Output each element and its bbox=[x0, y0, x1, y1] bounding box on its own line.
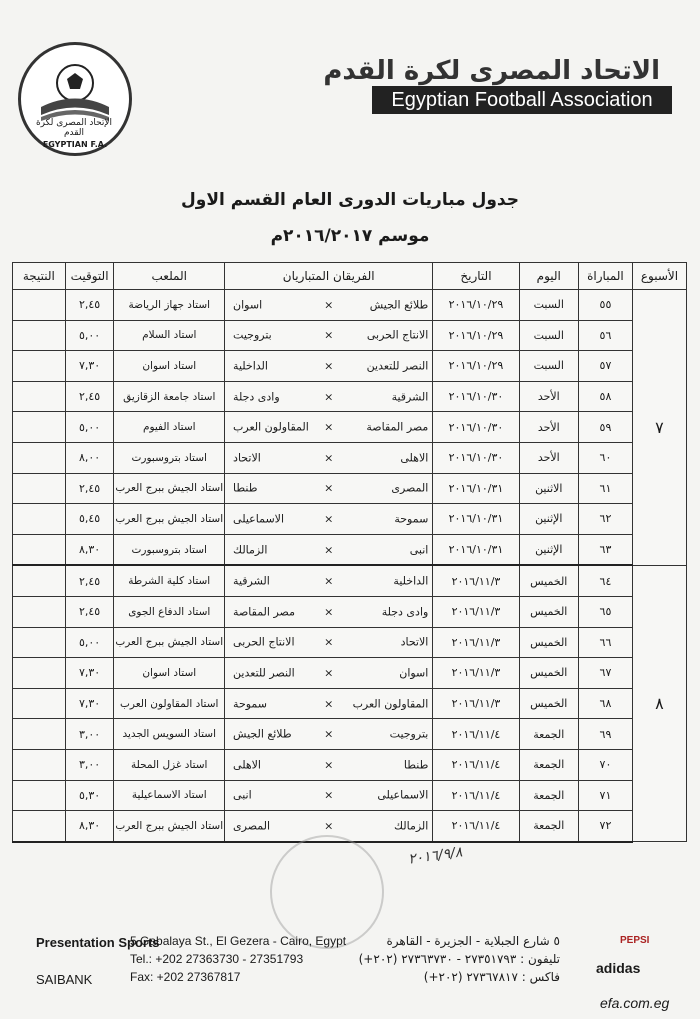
table-row bbox=[13, 412, 687, 443]
match-teams bbox=[225, 290, 433, 321]
away-team: طنطا bbox=[233, 481, 258, 495]
match-teams bbox=[225, 658, 433, 689]
match-day: السبت bbox=[519, 351, 578, 382]
away-team: الاسماعيلى bbox=[233, 512, 284, 526]
home-team: الاهلى bbox=[400, 451, 429, 465]
home-team: انبى bbox=[409, 543, 429, 557]
match-result bbox=[13, 596, 66, 627]
match-time: ٥,٠٠ bbox=[65, 320, 114, 351]
home-team: بتروجيت bbox=[389, 727, 429, 741]
versus-sign: × bbox=[324, 605, 334, 619]
match-stadium: استاد جهاز الرياضة bbox=[114, 290, 225, 321]
table-row bbox=[13, 504, 687, 535]
match-stadium: استاد اسوان bbox=[114, 658, 225, 689]
handwritten-note: ٢٠١٦/٩/٨ bbox=[407, 844, 464, 868]
match-day: الخميس bbox=[519, 627, 578, 658]
match-stadium: استاد جامعة الزقازيق bbox=[114, 381, 225, 412]
org-name-ar: الاتحاد المصرى لكرة القدم bbox=[323, 56, 660, 86]
table-row bbox=[13, 749, 687, 780]
versus-sign: × bbox=[324, 298, 334, 312]
table-row bbox=[13, 596, 687, 627]
match-result bbox=[13, 320, 66, 351]
match-date: ٢٠١٦/١٠/٣٠ bbox=[433, 381, 519, 412]
match-day: الجمعة bbox=[519, 780, 578, 811]
match-date: ٢٠١٦/١١/٣ bbox=[433, 565, 519, 596]
versus-sign: × bbox=[324, 390, 334, 404]
col-day: اليوم bbox=[519, 263, 578, 290]
match-time: ٥,٤٥ bbox=[65, 504, 114, 535]
match-number: ٦٨ bbox=[578, 688, 632, 719]
table-row bbox=[13, 719, 687, 750]
match-stadium: استاد الاسماعيلية bbox=[114, 780, 225, 811]
versus-sign: × bbox=[324, 420, 334, 434]
table-row bbox=[13, 381, 687, 412]
match-result bbox=[13, 811, 66, 842]
versus-sign: × bbox=[324, 359, 334, 373]
match-number: ٧٢ bbox=[578, 811, 632, 842]
match-number: ٦٧ bbox=[578, 658, 632, 689]
match-teams bbox=[225, 565, 433, 596]
match-teams bbox=[225, 596, 433, 627]
match-day: الاثنين bbox=[519, 473, 578, 504]
week-number: ٧ bbox=[632, 290, 686, 566]
address-en: 5 Gabalaya St., El Gezera - Cairo, Egypt bbox=[130, 934, 347, 948]
official-stamp bbox=[270, 835, 384, 949]
match-date: ٢٠١٦/١٠/٢٩ bbox=[433, 320, 519, 351]
match-number: ٦٩ bbox=[578, 719, 632, 750]
match-result bbox=[13, 351, 66, 382]
versus-sign: × bbox=[324, 328, 334, 342]
away-team: المصرى bbox=[233, 819, 271, 833]
match-time: ٢,٤٥ bbox=[65, 565, 114, 596]
col-teams: الفريقان المتباريان bbox=[225, 263, 433, 290]
table-row bbox=[13, 290, 687, 321]
match-teams bbox=[225, 351, 433, 382]
match-day: الأحد bbox=[519, 442, 578, 473]
match-date: ٢٠١٦/١٠/٣١ bbox=[433, 473, 519, 504]
match-number: ٧٠ bbox=[578, 749, 632, 780]
match-stadium: استاد الجيش ببرج العرب bbox=[114, 627, 225, 658]
table-row bbox=[13, 320, 687, 351]
match-number: ٦٢ bbox=[578, 504, 632, 535]
org-name-en: Egyptian Football Association bbox=[372, 86, 672, 114]
versus-sign: × bbox=[324, 697, 334, 711]
match-time: ٥,٠٠ bbox=[65, 412, 114, 443]
versus-sign: × bbox=[324, 574, 334, 588]
match-number: ٦٤ bbox=[578, 565, 632, 596]
versus-sign: × bbox=[324, 727, 334, 741]
match-teams bbox=[225, 749, 433, 780]
col-result: النتيجة bbox=[13, 263, 66, 290]
match-stadium: استاد الجيش ببرج العرب bbox=[114, 473, 225, 504]
away-team: الزمالك bbox=[233, 543, 268, 557]
match-number: ٦٠ bbox=[578, 442, 632, 473]
sponsor-presentation: Presentation Sports bbox=[36, 935, 160, 950]
home-team: مصر المقاصة bbox=[366, 420, 429, 434]
col-time: التوقيت bbox=[65, 263, 114, 290]
match-number: ٥٥ bbox=[578, 290, 632, 321]
page-subtitle: موسم ٢٠١٦/٢٠١٧م bbox=[270, 226, 430, 246]
match-number: ٦٦ bbox=[578, 627, 632, 658]
schedule-table bbox=[12, 262, 687, 843]
match-time: ٥,٣٠ bbox=[65, 780, 114, 811]
away-team: الانتاج الحربى bbox=[233, 635, 295, 649]
match-stadium: استاد بتروسبورت bbox=[114, 534, 225, 565]
match-stadium: استاد السويس الجديد bbox=[114, 719, 225, 750]
address-ar: ٥ شارع الجبلاية - الجزيرة - القاهرة bbox=[386, 934, 560, 948]
versus-sign: × bbox=[324, 666, 334, 680]
match-day: الجمعة bbox=[519, 719, 578, 750]
away-team: النصر للتعدين bbox=[233, 666, 295, 680]
match-day: الخميس bbox=[519, 688, 578, 719]
match-result bbox=[13, 688, 66, 719]
match-day: الإثنين bbox=[519, 534, 578, 565]
away-team: بتروجيت bbox=[233, 328, 272, 342]
match-day: الإثنين bbox=[519, 504, 578, 535]
home-team: سموحة bbox=[394, 512, 429, 526]
match-number: ٥٩ bbox=[578, 412, 632, 443]
match-number: ٦٥ bbox=[578, 596, 632, 627]
match-result bbox=[13, 412, 66, 443]
versus-sign: × bbox=[324, 451, 334, 465]
col-stadium: الملعب bbox=[114, 263, 225, 290]
match-date: ٢٠١٦/١١/٤ bbox=[433, 719, 519, 750]
efa-logo bbox=[18, 42, 132, 156]
home-team: الاتحاد bbox=[400, 635, 429, 649]
match-time: ٥,٠٠ bbox=[65, 627, 114, 658]
col-date: التاريخ bbox=[433, 263, 519, 290]
table-row bbox=[13, 351, 687, 382]
match-result bbox=[13, 504, 66, 535]
match-day: الجمعة bbox=[519, 749, 578, 780]
sponsor-pepsi: PEPSI bbox=[620, 935, 650, 946]
away-team: المقاولون العرب bbox=[233, 420, 309, 434]
match-stadium: استاد اسوان bbox=[114, 351, 225, 382]
match-date: ٢٠١٦/١١/٣ bbox=[433, 688, 519, 719]
match-stadium: استاد كلية الشرطة bbox=[114, 565, 225, 596]
website-link[interactable]: efa.com.eg bbox=[600, 995, 670, 1011]
match-date: ٢٠١٦/١١/٤ bbox=[433, 780, 519, 811]
table-row bbox=[13, 442, 687, 473]
match-teams bbox=[225, 381, 433, 412]
col-match: المباراة bbox=[578, 263, 632, 290]
table-row bbox=[13, 534, 687, 565]
match-teams bbox=[225, 534, 433, 565]
match-date: ٢٠١٦/١١/٣ bbox=[433, 658, 519, 689]
home-team: وادى دجلة bbox=[381, 605, 429, 619]
match-day: الخميس bbox=[519, 596, 578, 627]
away-team: طلائع الجيش bbox=[233, 727, 292, 741]
match-day: الأحد bbox=[519, 412, 578, 443]
table-row bbox=[13, 565, 687, 596]
home-team: النصر للتعدين bbox=[366, 359, 429, 373]
home-team: الزمالك bbox=[393, 819, 429, 833]
match-number: ٦١ bbox=[578, 473, 632, 504]
match-day: السبت bbox=[519, 320, 578, 351]
match-number: ٧١ bbox=[578, 780, 632, 811]
match-teams bbox=[225, 442, 433, 473]
match-date: ٢٠١٦/١١/٤ bbox=[433, 749, 519, 780]
match-result bbox=[13, 534, 66, 565]
home-team: طلائع الجيش bbox=[369, 298, 429, 312]
match-day: الأحد bbox=[519, 381, 578, 412]
match-time: ٨,٠٠ bbox=[65, 442, 114, 473]
schedule-body bbox=[13, 290, 687, 842]
week-number: ٨ bbox=[632, 565, 686, 841]
match-result bbox=[13, 749, 66, 780]
versus-sign: × bbox=[324, 788, 334, 802]
match-teams bbox=[225, 627, 433, 658]
page-title: جدول مباريات الدورى العام القسم الاول bbox=[181, 190, 519, 210]
away-team: الاهلى bbox=[233, 758, 261, 772]
away-team: الشرقية bbox=[233, 574, 270, 588]
match-result bbox=[13, 381, 66, 412]
match-result bbox=[13, 442, 66, 473]
match-stadium: استاد الدفاع الجوى bbox=[114, 596, 225, 627]
match-stadium: استاد غزل المحلة bbox=[114, 749, 225, 780]
match-time: ٨,٣٠ bbox=[65, 811, 114, 842]
match-teams bbox=[225, 412, 433, 443]
match-stadium: استاد الجيش ببرج العرب bbox=[114, 504, 225, 535]
table-row bbox=[13, 627, 687, 658]
versus-sign: × bbox=[324, 635, 334, 649]
logo-caption: الإتحاد المصرى لكرة القدم bbox=[35, 118, 113, 138]
match-day: الخميس bbox=[519, 658, 578, 689]
match-day: السبت bbox=[519, 290, 578, 321]
match-date: ٢٠١٦/١٠/٢٩ bbox=[433, 290, 519, 321]
match-stadium: استاد الجيش ببرج العرب bbox=[114, 811, 225, 842]
sponsor-saibank: SAIBANK bbox=[36, 972, 93, 987]
header-row bbox=[13, 263, 687, 290]
sponsor-adidas: adidas bbox=[596, 960, 641, 976]
away-team: وادى دجلة bbox=[233, 390, 280, 404]
match-stadium: استاد السلام bbox=[114, 320, 225, 351]
home-team: الانتاج الحربى bbox=[366, 328, 429, 342]
col-week: الأسبوع bbox=[632, 263, 686, 290]
home-team: اسوان bbox=[399, 666, 429, 680]
table-row bbox=[13, 688, 687, 719]
home-team: الشرقية bbox=[391, 390, 429, 404]
match-day: الجمعة bbox=[519, 811, 578, 842]
fax-ar: فاكس : ٢٧٣٦٧٨١٧ (٢٠٢+) bbox=[423, 970, 560, 984]
versus-sign: × bbox=[324, 512, 334, 526]
match-date: ٢٠١٦/١٠/٣١ bbox=[433, 504, 519, 535]
match-teams bbox=[225, 504, 433, 535]
tel-ar: تليفون : ٢٧٣٥١٧٩٣ - ٢٧٣٦٣٧٣٠ (٢٠٢+) bbox=[358, 952, 560, 966]
away-team: الاتحاد bbox=[233, 451, 261, 465]
match-stadium: استاد المقاولون العرب bbox=[114, 688, 225, 719]
match-date: ٢٠١٦/١٠/٣٠ bbox=[433, 412, 519, 443]
match-result bbox=[13, 565, 66, 596]
match-result bbox=[13, 473, 66, 504]
versus-sign: × bbox=[324, 758, 334, 772]
away-team: اسوان bbox=[233, 298, 263, 312]
match-result bbox=[13, 290, 66, 321]
match-teams bbox=[225, 780, 433, 811]
home-team: طنطا bbox=[403, 758, 429, 772]
away-team: انبى bbox=[233, 788, 252, 802]
away-team: الداخلية bbox=[233, 359, 268, 373]
fax-en: Fax: +202 27367817 bbox=[130, 970, 241, 984]
away-team: سموحة bbox=[233, 697, 268, 711]
match-day: الخميس bbox=[519, 565, 578, 596]
match-stadium: استاد بتروسبورت bbox=[114, 442, 225, 473]
match-result bbox=[13, 658, 66, 689]
match-date: ٢٠١٦/١١/٣ bbox=[433, 596, 519, 627]
home-team: المصرى bbox=[391, 481, 429, 495]
match-time: ٧,٣٠ bbox=[65, 688, 114, 719]
match-teams bbox=[225, 473, 433, 504]
match-result bbox=[13, 719, 66, 750]
match-time: ٧,٣٠ bbox=[65, 351, 114, 382]
match-time: ٢,٤٥ bbox=[65, 290, 114, 321]
versus-sign: × bbox=[324, 543, 334, 557]
table-row bbox=[13, 658, 687, 689]
logo-caption-en: EGYPTIAN F.A. bbox=[42, 140, 108, 149]
match-number: ٥٧ bbox=[578, 351, 632, 382]
versus-sign: × bbox=[324, 819, 334, 833]
match-teams bbox=[225, 719, 433, 750]
match-result bbox=[13, 627, 66, 658]
match-date: ٢٠١٦/١١/٣ bbox=[433, 627, 519, 658]
tel-en: Tel.: +202 27363730 - 27351793 bbox=[130, 952, 304, 966]
match-time: ٣,٠٠ bbox=[65, 719, 114, 750]
match-number: ٥٨ bbox=[578, 381, 632, 412]
match-result bbox=[13, 780, 66, 811]
match-date: ٢٠١٦/١٠/٢٩ bbox=[433, 351, 519, 382]
match-time: ٢,٤٥ bbox=[65, 473, 114, 504]
match-number: ٦٣ bbox=[578, 534, 632, 565]
home-team: المقاولون العرب bbox=[352, 697, 429, 711]
home-team: الاسماعيلى bbox=[377, 788, 429, 802]
table-row bbox=[13, 473, 687, 504]
match-number: ٥٦ bbox=[578, 320, 632, 351]
match-time: ٨,٣٠ bbox=[65, 534, 114, 565]
versus-sign: × bbox=[324, 481, 334, 495]
match-date: ٢٠١٦/١٠/٣١ bbox=[433, 534, 519, 565]
table-row bbox=[13, 811, 687, 842]
table-row bbox=[13, 780, 687, 811]
match-time: ٣,٠٠ bbox=[65, 749, 114, 780]
match-stadium: استاد الفيوم bbox=[114, 412, 225, 443]
match-teams bbox=[225, 688, 433, 719]
away-team: مصر المقاصة bbox=[233, 605, 295, 619]
match-time: ٧,٣٠ bbox=[65, 658, 114, 689]
home-team: الداخلية bbox=[393, 574, 429, 588]
match-teams bbox=[225, 320, 433, 351]
match-date: ٢٠١٦/١٠/٣٠ bbox=[433, 442, 519, 473]
match-time: ٢,٤٥ bbox=[65, 381, 114, 412]
match-time: ٢,٤٥ bbox=[65, 596, 114, 627]
match-date: ٢٠١٦/١١/٤ bbox=[433, 811, 519, 842]
